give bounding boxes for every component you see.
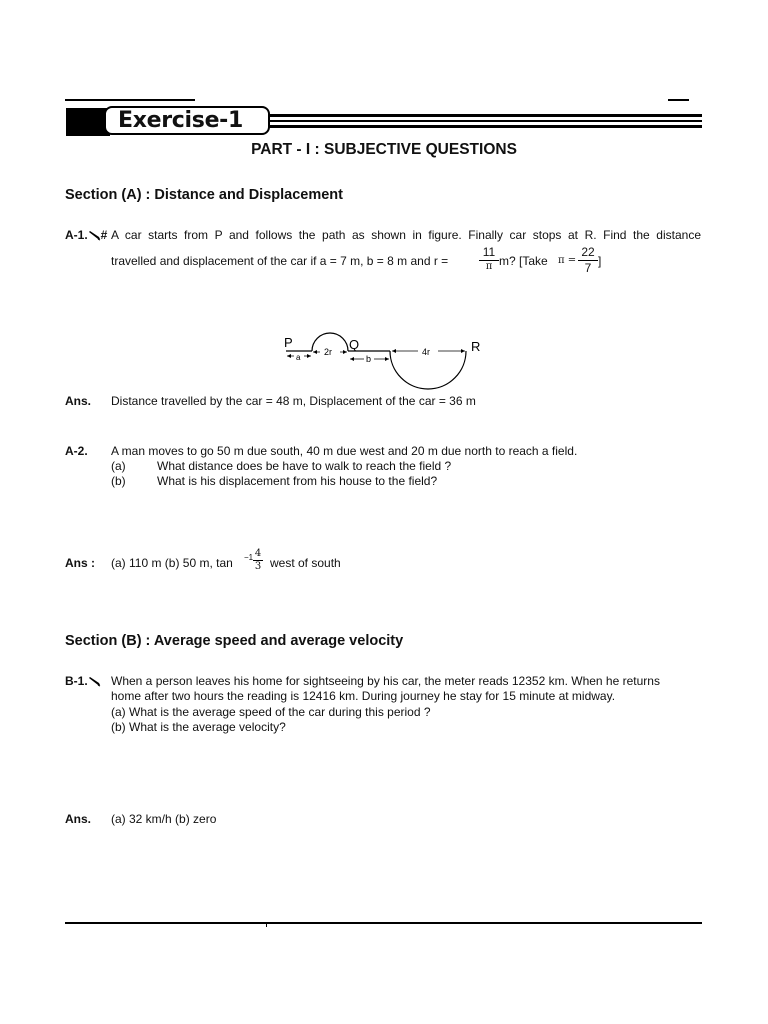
question-a2-part-b-label: (b) [111, 474, 126, 488]
pencil-icon [88, 231, 101, 241]
dim-2r-label: 2r [324, 347, 333, 357]
banner-line-1 [266, 114, 702, 117]
question-a2-part-b: What is his displacement from his house to the field? [157, 474, 438, 488]
r-fraction-den: π [485, 261, 493, 272]
dim-4r-label: 4r [422, 347, 431, 357]
banner-line-2 [266, 120, 702, 122]
question-b1-number [65, 674, 101, 688]
question-a1-line2-mid: m? [Take [499, 254, 548, 268]
section-a-title: Section (A) : Distance and Displacement [65, 187, 343, 203]
ans-b1-text: (a) 32 km/h (b) zero [111, 812, 217, 826]
point-r-label: R [471, 339, 481, 354]
ans-a2-post: west of south [270, 556, 341, 570]
pi-fraction-num: 22 [581, 245, 595, 259]
question-b1-line2: home after two hours the reading is 12416 km. During journey he stay for 15 minute at midway. [111, 689, 616, 703]
ans-b1-label: Ans. [65, 812, 92, 826]
question-b1-line3: (a) What is the average speed of the car during this period ? [111, 705, 431, 719]
ans-a2-pre: (a) 110 m (b) 50 m, tan [111, 556, 233, 570]
question-b1-line1: When a person leaves his home for sightseeing by his car, the meter reads 12352 km. When he returns [111, 674, 660, 688]
question-a1-label: A-1. [65, 228, 88, 242]
dim-a-label: a [296, 353, 301, 362]
dim-b-label: b [366, 354, 372, 364]
ans-a2-sup: −1 [244, 553, 254, 562]
part-title: PART - I : SUBJECTIVE QUESTIONS [251, 141, 517, 158]
pi-equals: π = [558, 255, 577, 266]
footer-tick [266, 923, 267, 927]
ans-a2-label: Ans : [65, 556, 95, 570]
question-b1-line4: (b) What is the average velocity? [111, 720, 286, 734]
pi-fraction-den: 7 [584, 261, 592, 275]
header-rule-left [65, 99, 195, 101]
pi-fraction [578, 246, 598, 274]
path-figure [270, 330, 500, 396]
pencil-icon [88, 677, 101, 687]
ans-a2-fraction-num: 4 [254, 548, 262, 559]
exercise-banner [66, 108, 702, 138]
question-a1-line2-pre: travelled and displacement of the car if a = 7 m, b = 8 m and r = [111, 254, 449, 268]
exercise-title: Exercise-1 [118, 108, 244, 133]
point-q-label: Q [349, 337, 360, 352]
question-a2-number: A-2. [65, 444, 88, 458]
ans-a1-label: Ans. [65, 394, 92, 408]
section-b-title: Section (B) : Average speed and average velocity [65, 633, 404, 649]
exercise-title-box [104, 106, 270, 135]
question-b1-label: B-1. [65, 674, 88, 688]
question-a1-number [65, 228, 107, 242]
r-fraction [479, 246, 499, 272]
banner-line-3 [266, 125, 702, 128]
question-a1-marker: # [100, 228, 108, 242]
ans-a2-fraction [253, 549, 263, 572]
footer-rule [65, 922, 702, 924]
point-p-label: P [284, 335, 293, 350]
header-rule-right [668, 99, 689, 101]
r-fraction-num: 11 [482, 245, 496, 259]
question-a1-line2-end: ] [598, 254, 602, 268]
question-a2-part-a: What distance does be have to walk to reach the field ? [157, 459, 452, 473]
question-a2-part-a-label: (a) [111, 459, 126, 473]
ans-a2-fraction-den: 3 [254, 561, 262, 572]
question-a2-text: A man moves to go 50 m due south, 40 m due west and 20 m due north to reach a field. [111, 444, 578, 458]
question-a1-line1: A car starts from P and follows the path as shown in figure. Finally car stops at R. Find the distance [111, 228, 701, 242]
ans-a1-text: Distance travelled by the car = 48 m, Displacement of the car = 36 m [111, 394, 476, 408]
